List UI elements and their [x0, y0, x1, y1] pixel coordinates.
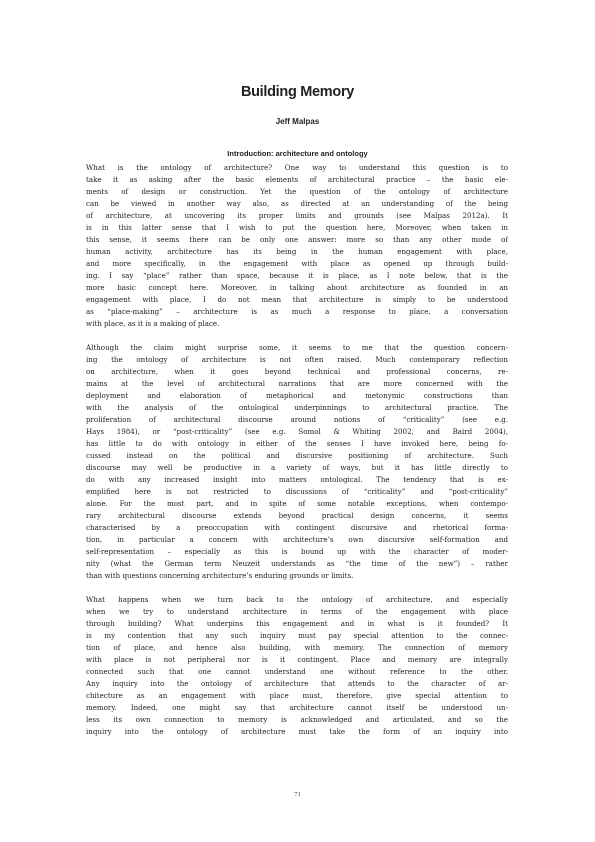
text-line: can be viewed in another way also, as directed at an understanding of the being	[86, 199, 508, 208]
text-line: tion, in particular a concern with architecture’s own discursive self-formation and	[86, 535, 508, 544]
text-line: ing the ontology of architecture is not often raised. Much contemporary reflection	[86, 355, 508, 364]
text-line: discourse may well be productive in a variety of ways, but it has little directly to	[86, 463, 508, 472]
text-line: is in this latter sense that I wish to put the question here. Moreover, when taken in	[86, 223, 508, 232]
text-line: mains at the level of architectural narrations that are more concerned with the	[86, 379, 508, 388]
text-line: emplified here is not restricted to discussions of “criticality” and “post-criticality”	[86, 487, 508, 496]
text-line: take it as asking after the basic elements of architectural practice – the basic ele-	[86, 175, 508, 184]
text-line: with place is not peripheral nor is it contingent. Place and memory are integrally	[86, 655, 508, 664]
text-line: of architecture, at uncovering its proper limits and grounds (see Malpas 2012a). It	[86, 211, 508, 220]
author-name: Jeff Malpas	[275, 117, 320, 126]
text-line: has little to do with ontology in either of the senses I have invoked here, being fo-	[86, 439, 508, 448]
chapter-title: Building Memory	[240, 84, 355, 100]
text-line: What is the ontology of architecture? One way to understand this question is to	[86, 163, 508, 172]
text-line: connected such that one cannot understand one without reference to the other.	[86, 667, 508, 676]
text-line: do with any increased insight into matters ontological. The tendency that is ex-	[86, 475, 508, 484]
text-line: self-representation – especially as this is bound up with the character of moder-	[86, 547, 508, 556]
text-line: cussed instead on the political and discursive positioning of architecture. Such	[86, 451, 508, 460]
text-line: inquiry into the ontology of architecture must take the form of an inquiry into	[86, 727, 508, 736]
text-line: this sense, it seems there can be only one answer: more so than any other mode of	[86, 235, 508, 244]
text-line: Hays 1984), or “post-criticality” (see e.g. Somol & Whiting 2002, and Baird 2004),	[86, 427, 508, 436]
text-line: nity (what the German term Neuzeit understands as “the time of the new”) – rather	[86, 559, 508, 568]
text-line: when we try to understand architecture in terms of the engagement with place	[86, 607, 508, 616]
text-line: engagement with place, I do not mean that architecture is simply to be understood	[86, 295, 508, 304]
text-line: proliferation of architectural discourse around notions of “criticality” (see e.g.	[86, 415, 508, 424]
text-line: rary architectural discourse extends beyond practical design concerns, it seems	[86, 511, 508, 520]
text-line: memory. Indeed, one might say that architecture cannot itself be understood un-	[86, 703, 508, 712]
text-line: as “place-making” – architecture is as much a response to place, a conversation	[86, 307, 508, 316]
text-line: Although the claim might surprise some, it seems to me that the question concern-	[86, 343, 508, 352]
paragraph	[86, 594, 508, 738]
text-line: alone. For the most part, and in spite of some notable exceptions, when contempo-	[86, 499, 508, 508]
text-line: tion of place, and hence also building, with memory. The connection of memory	[86, 643, 508, 652]
text-line: ing. I say “place” rather than space, because it is place, as I note below, that is the	[86, 271, 508, 280]
text-line: ments of design or construction. Yet the question of the ontology of architecture	[86, 187, 508, 196]
text-line: more basic concept here. Moreover, in talking about architecture as founded in an	[86, 283, 508, 292]
text-line: chitecture as an engagement with place must, therefore, give special attention to	[86, 691, 508, 700]
paragraph	[86, 162, 508, 330]
section-heading: Introduction: architecture and ontology	[227, 149, 368, 158]
text-line: less its own connection to memory is acknowledged and articulated, and so the	[86, 715, 508, 724]
paragraph	[86, 342, 508, 582]
body-text	[86, 162, 508, 738]
text-line: through building? What underpins this engagement and in what is it founded? It	[86, 619, 508, 628]
text-line: and more specifically, in the engagement with place as opened up through build-	[86, 259, 508, 268]
text-line: is my contention that any such inquiry must pay special attention to the connec-	[86, 631, 508, 640]
text-line: than with questions concerning architecture’s enduring grounds or limits.	[86, 571, 354, 580]
text-line: on architecture, when it goes beyond technical and professional concerns, re-	[86, 367, 508, 376]
text-line: characterised by a preoccupation with contingent discursive and rhetorical forma-	[86, 523, 508, 532]
page-number: 71	[294, 792, 301, 798]
text-line: deployment and elaboration of metaphorical and metonymic constructions than	[86, 391, 508, 400]
text-line: Any inquiry into the ontology of architecture that attends to the character of ar-	[86, 679, 508, 688]
text-line: with the analysis of the ontological underpinnings to architectural practice. The	[86, 403, 508, 412]
text-line: human activity, architecture has its being in the human engagement with place,	[86, 247, 508, 256]
text-line: with place, as it is a making of place.	[86, 319, 220, 328]
text-line: What happens when we turn back to the ontology of architecture, and especially	[86, 595, 508, 604]
